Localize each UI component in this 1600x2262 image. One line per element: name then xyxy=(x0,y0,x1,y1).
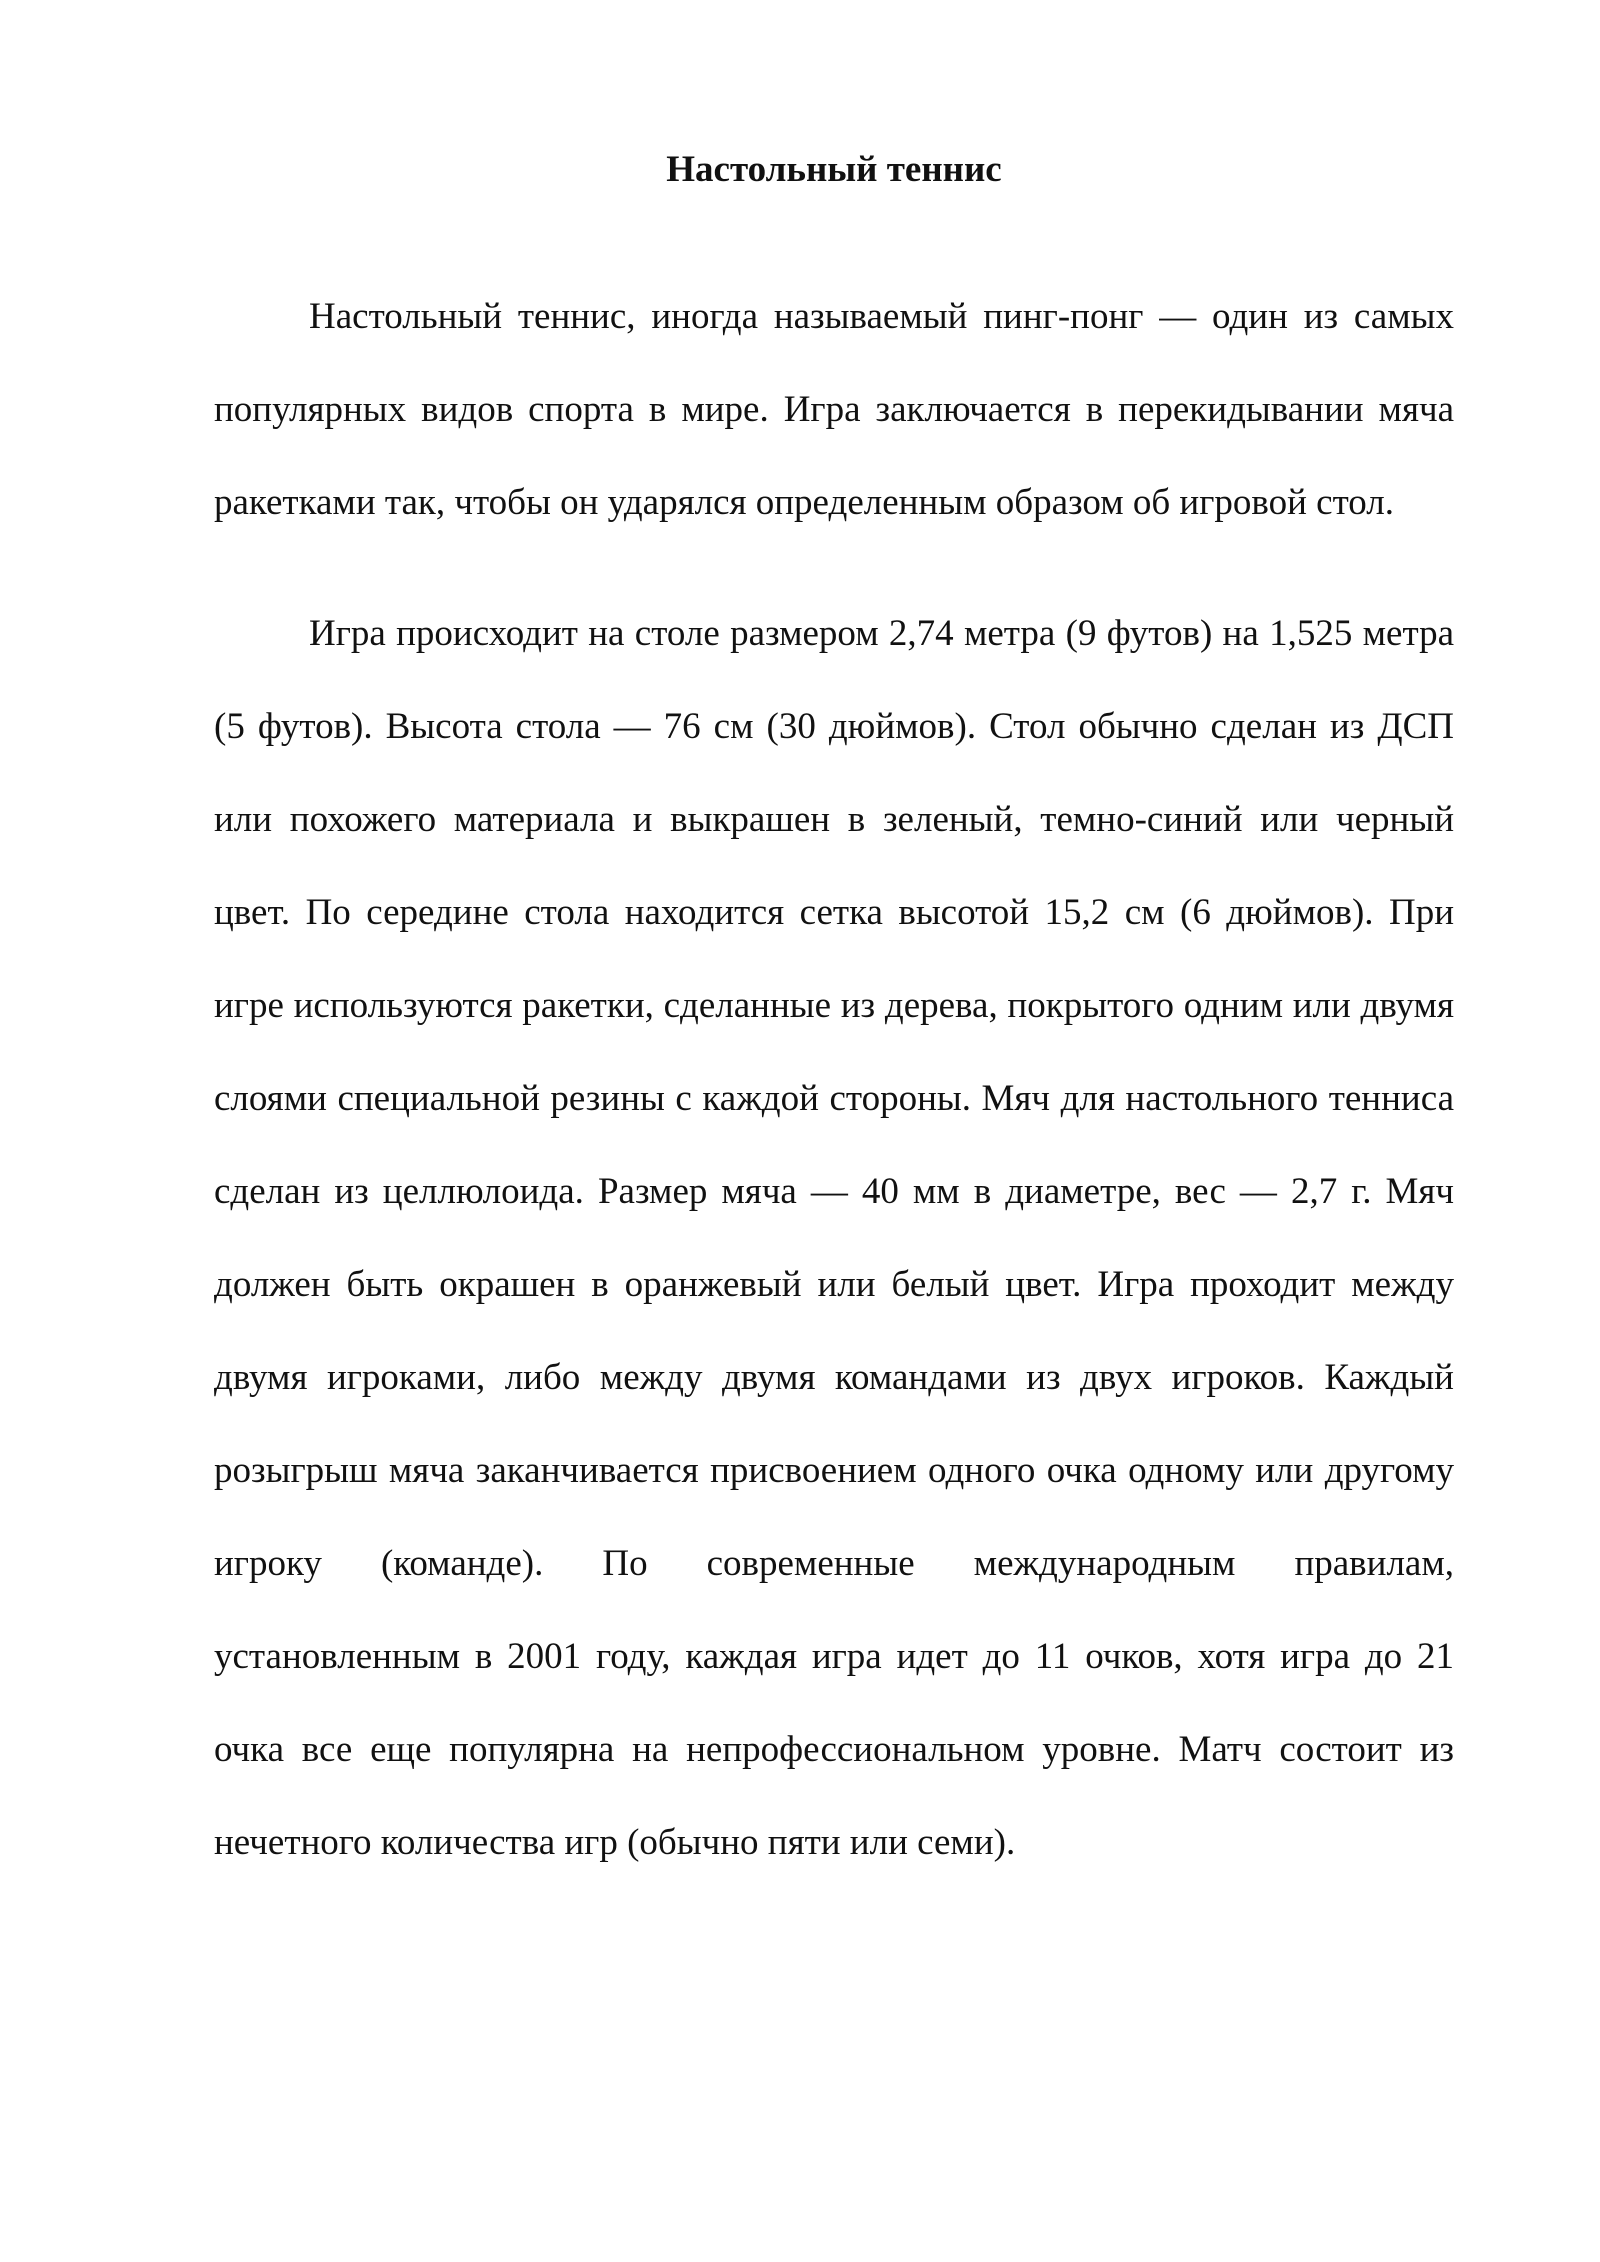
document-body xyxy=(214,140,1454,1889)
paragraph-rules: Игра происходит на столе размером 2,74 метра (9 футов) на 1,525 метра (5 футов). Высота стола — 76 см (30 дюймов). Стол обычно сделан из ДСП или похожего материала и выкрашен в зеленый, темно-синий или черный цвет. По середине стола находится сетка высотой 15,2 см (6 дюймов). При игре используются ракетки, сделанные из дерева, покрытого одним или двумя слоями специальной резины с каждой стороны. Мяч для настольного тенниса сделан из целлюлоида. Размер мяча — 40 мм в диаметре, вес — 2,7 г. Мяч должен быть окрашен в оранжевый или белый цвет. Игра проходит между двумя игроками, либо между двумя командами из двух игроков. Каждый розыгрыш мяча заканчивается присвоением одного очка одному или другому игроку (команде). По современные международным правилам, установленным в 2001 году, каждая игра идет до 11 очков, хотя игра до 21 очка все еще популярна на непрофессиональном уровне. Матч состоит из нечетного количества игр (обычно пяти или семи). xyxy=(214,613,1454,1863)
document-title: Настольный теннис xyxy=(666,149,1002,190)
paragraph-intro: Настольный теннис, иногда называемый пинг-понг — один из самых популярных видов спорта в мире. Игра заключается в перекидывании мяча ракетками так, чтобы он ударялся определенным образом об игровой стол. xyxy=(214,296,1454,523)
